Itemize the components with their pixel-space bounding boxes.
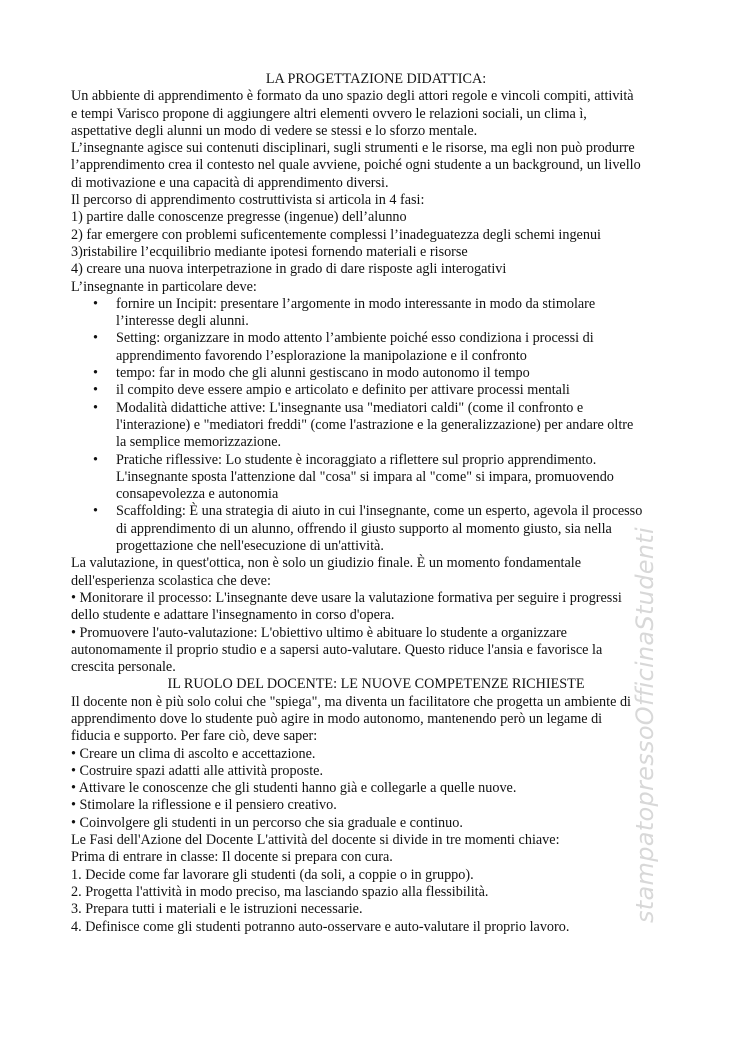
text-line: di motivazione e una capacità di apprendimento diversi. <box>71 174 389 191</box>
text-line: l’apprendimento crea il contesto nel quale avviene, poiché ogni studente a un background, un livello <box>71 157 641 174</box>
text-line: progettazione che nell'esecuzione di un'attività. <box>116 538 384 555</box>
text-line: il compito deve essere ampio e articolato e definito per attivare processi mentali <box>116 382 570 399</box>
text-line: e tempi Varisco propone di aggiungere altri elementi ovvero le relazioni sociali, un clima ì, <box>71 105 587 122</box>
bullet-icon: • <box>93 399 98 416</box>
text-line: fiducia e supporto. Per fare ciò, deve saper: <box>71 728 318 745</box>
document-title: LA PROGETTAZIONE DIDATTICA: <box>265 71 487 87</box>
evaluation-section <box>71 555 681 676</box>
text-line: • Promuovere l'auto-valutazione: L'obiettivo ultimo è abituare lo studente a organizzare <box>71 624 567 641</box>
intro-section <box>71 88 681 296</box>
bullet-icon: • <box>93 503 98 520</box>
bullet-icon: • <box>93 295 98 312</box>
list-item <box>71 365 681 382</box>
text-line: 1. Decide come far lavorare gli studenti (da soli, a coppie o in gruppo). <box>71 866 474 883</box>
bullet-icon: • <box>93 451 98 468</box>
text-line: autonomamente il proprio studio e a sapersi auto-valutare. Questo riduce l'ansia e favorisce la <box>71 641 603 658</box>
text-line: consapevolezza e autonomia <box>116 486 279 503</box>
text-line: L'insegnante sposta l'attenzione dal "cosa" si impara al "come" si impara, promuovendo <box>116 468 614 485</box>
phase-item: 4) creare una nuova interpetrazione in grado di dare risposte agli interogativi <box>71 261 507 278</box>
text-line: • Stimolare la riflessione e il pensiero creativo. <box>71 797 337 814</box>
list-item <box>71 296 681 331</box>
text-line: • Creare un clima di ascolto e accettazione. <box>71 745 316 762</box>
text-line: 3. Prepara tutti i materiali e le istruzioni necessarie. <box>71 901 363 918</box>
text-line: la semplice memorizzazione. <box>116 434 282 451</box>
text-line: dello studente e adattare l'insegnamento in corso d'opera. <box>71 607 395 624</box>
text-line: Modalità didattiche attive: L'insegnante usa "mediatori caldi" (come il confronto e <box>116 399 584 416</box>
list-item <box>71 503 681 555</box>
list-item <box>71 452 681 504</box>
text-line: Pratiche riflessive: Lo studente è incoraggiato a riflettere sul proprio apprendimento. <box>116 451 597 468</box>
text-line: apprendimento dove lo studente può agire in modo autonomo, mantenendo però un legame di <box>71 710 603 727</box>
text-line: • Attivare le conoscenze che gli studenti hanno già e collegarle a quelle nuove. <box>71 780 517 797</box>
text-line: L’insegnante agisce sui contenuti disciplinari, sugli strumenti e le risorse, ma egli non può produrre <box>71 140 635 157</box>
text-line: Setting: organizzare in modo attento l’ambiente poiché esso condiziona i processi di <box>116 330 594 347</box>
text-line: 4. Definisce come gli studenti potranno auto-osservare e auto-valutare il proprio lavoro. <box>71 918 570 935</box>
text-line: Il docente non è più solo colui che "spiega", ma diventa un facilitatore che progetta un ambiente di <box>71 693 631 710</box>
text-line: • Costruire spazi adatti alle attività proposte. <box>71 762 323 779</box>
text-line: aspettative degli alunni un modo di vedere se stessi e lo sforzo mentale. <box>71 122 478 139</box>
text-line: Un abbiente di apprendimento è formato da uno spazio degli attori regole e vincoli compiti, attività <box>71 88 634 105</box>
text-line: • Coinvolgere gli studenti in un percorso che sia graduale e continuo. <box>71 814 463 831</box>
text-line: L’insegnante in particolare deve: <box>71 278 257 295</box>
bullet-icon: • <box>93 382 98 399</box>
text-line: fornire un Incipit: presentare l’argomente in modo interessante in modo da stimolare <box>116 295 596 312</box>
watermark: stampatopressoOfficinaStudenti <box>631 527 659 923</box>
text-line: Prima di entrare in classe: Il docente si prepara con cura. <box>71 849 393 866</box>
list-item <box>71 382 681 399</box>
text-line: apprendimento favorendo l’esplorazione la manipolazione e il confronto <box>116 347 527 364</box>
phase-item: 3)ristabilire l’ecquilibrio mediante ipotesi fornendo materiali e risorse <box>71 243 468 260</box>
document-page <box>71 71 681 936</box>
text-line: • Monitorare il processo: L'insegnante deve usare la valutazione formativa per seguire i progressi <box>71 589 622 606</box>
text-line: Il percorso di apprendimento costruttivista si articola in 4 fasi: <box>71 192 425 209</box>
teacher-role-section <box>71 694 681 936</box>
text-line: La valutazione, in quest'ottica, non è solo un giudizio finale. È un momento fondamentale <box>71 555 582 572</box>
text-line: Scaffolding: È una strategia di aiuto in cui l'insegnante, come un esperto, agevola il processo <box>116 503 643 520</box>
teacher-duties-list <box>71 296 681 555</box>
bullet-icon: • <box>93 330 98 347</box>
text-line: 2. Progetta l'attività in modo preciso, ma lasciando spazio alla flessibilità. <box>71 883 489 900</box>
text-line: tempo: far in modo che gli alunni gestiscano in modo autonomo il tempo <box>116 365 530 382</box>
text-line: l'interazione) e "mediatori freddi" (come l'astrazione e la generalizzazione) per andare oltre <box>116 416 634 433</box>
text-line: l’interesse degli alunni. <box>116 313 249 330</box>
section-heading: IL RUOLO DEL DOCENTE: LE NUOVE COMPETENZE RICHIESTE <box>167 676 585 693</box>
list-item <box>71 400 681 452</box>
text-line: dell'esperienza scolastica che deve: <box>71 572 271 589</box>
bullet-icon: • <box>93 365 98 382</box>
phase-item: 1) partire dalle conoscenze pregresse (ingenue) dell’alunno <box>71 209 407 226</box>
text-line: di apprendimento di un alunno, offrendo il giusto supporto al momento giusto, sia nella <box>116 520 612 537</box>
list-item <box>71 330 681 365</box>
phase-item: 2) far emergere con problemi suficentemente complessi l’inadeguatezza degli schemi ingenui <box>71 226 601 243</box>
text-line: Le Fasi dell'Azione del Docente L'attività del docente si divide in tre momenti chiave: <box>71 832 560 849</box>
text-line: crescita personale. <box>71 659 176 676</box>
